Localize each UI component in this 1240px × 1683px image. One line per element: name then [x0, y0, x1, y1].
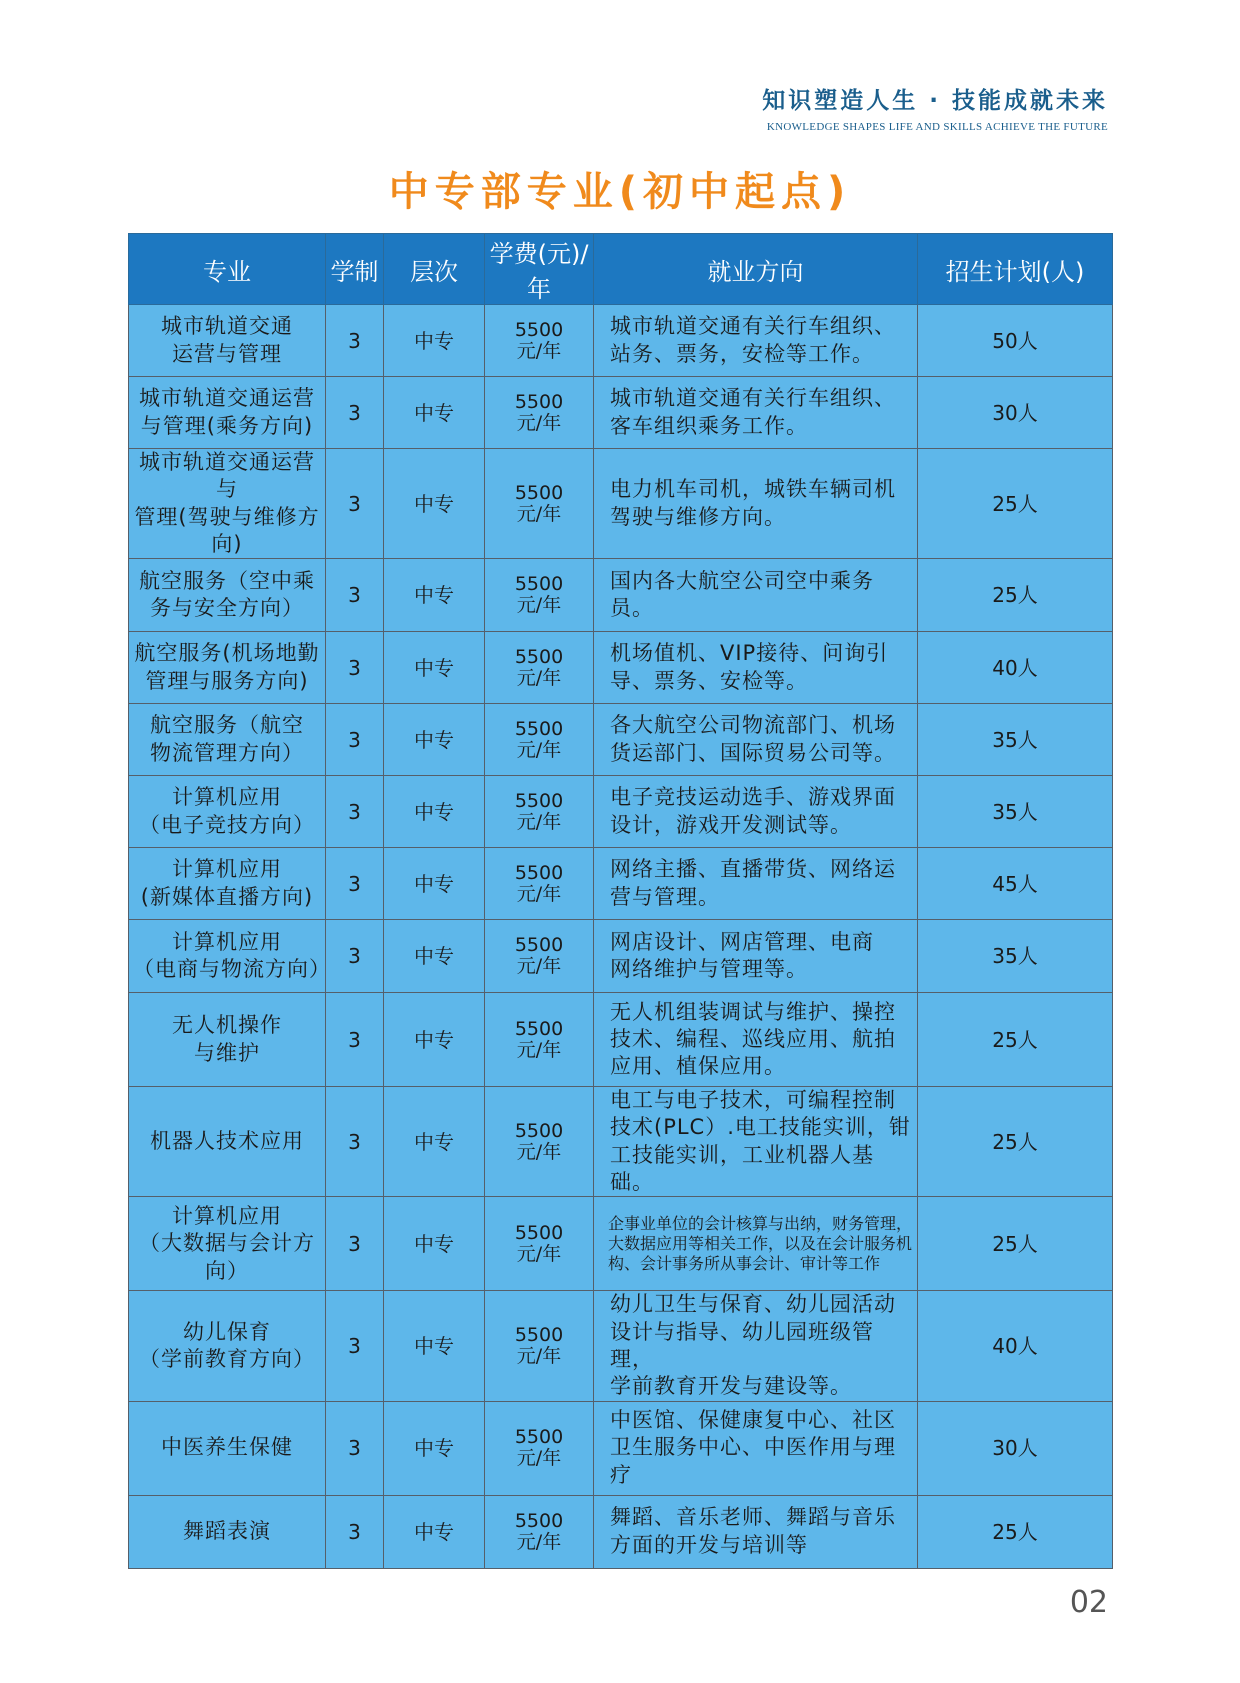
- career-cell: 电工与电子技术，可编程控制 技术(PLC）.电工技能实训，钳 工技能实训，工业机器人基础。: [594, 1087, 918, 1197]
- years-cell: 3: [326, 848, 384, 920]
- career-cell: 网络主播、直播带货、网络运 营与管理。: [594, 848, 918, 920]
- level-cell: 中专: [384, 1495, 485, 1568]
- major-cell: 机器人技术应用: [129, 1087, 326, 1197]
- years-cell: 3: [326, 559, 384, 632]
- career-cell: 国内各大航空公司空中乘务员。: [594, 559, 918, 632]
- plan-cell: 50人: [918, 305, 1113, 377]
- level-cell: 中专: [384, 1087, 485, 1197]
- level-cell: 中专: [384, 848, 485, 920]
- fee-cell: 5500 元/年: [485, 632, 594, 704]
- plan-cell: 40人: [918, 1291, 1113, 1401]
- career-cell: 城市轨道交通有关行车组织、 客车组织乘务工作。: [594, 377, 918, 449]
- career-cell: 网店设计、网店管理、电商 网络维护与管理等。: [594, 920, 918, 993]
- fee-cell: 5500 元/年: [485, 559, 594, 632]
- slogan-english: KNOWLEDGE SHAPES LIFE AND SKILLS ACHIEVE THE FUTURE: [766, 121, 1108, 133]
- slogan-chinese: 知识塑造人生 · 技能成就未来: [762, 88, 1108, 114]
- fee-cell: 5500 元/年: [485, 1495, 594, 1568]
- major-cell: 计算机应用 （电子竞技方向）: [129, 776, 326, 848]
- career-cell: 企事业单位的会计核算与出纳，财务管理， 大数据应用等相关工作，以及在会计服务机 构、会计事务所从事会计、审计等工作: [594, 1197, 918, 1291]
- table-row: [129, 559, 1113, 632]
- major-cell: 幼儿保育 （学前教育方向）: [129, 1291, 326, 1401]
- plan-cell: 30人: [918, 377, 1113, 449]
- plan-cell: 25人: [918, 559, 1113, 632]
- column-header-major: 专业: [129, 234, 326, 305]
- column-header-fee: 学费(元)/年: [485, 234, 594, 305]
- plan-cell: 30人: [918, 1401, 1113, 1495]
- major-cell: 舞蹈表演: [129, 1495, 326, 1568]
- plan-cell: 25人: [918, 1197, 1113, 1291]
- level-cell: 中专: [384, 559, 485, 632]
- slogan: [762, 82, 1108, 133]
- plan-cell: 25人: [918, 1495, 1113, 1568]
- fee-cell: 5500 元/年: [485, 1291, 594, 1401]
- major-cell: 计算机应用 (新媒体直播方向): [129, 848, 326, 920]
- column-header-years: 学制: [326, 234, 384, 305]
- column-header-level: 层次: [384, 234, 485, 305]
- fee-cell: 5500 元/年: [485, 1087, 594, 1197]
- major-cell: 航空服务（航空 物流管理方向）: [129, 704, 326, 776]
- table-row: [129, 848, 1113, 920]
- fee-cell: 5500 元/年: [485, 704, 594, 776]
- table-header-row: [129, 234, 1113, 305]
- career-cell: 城市轨道交通有关行车组织、 站务、票务，安检等工作。: [594, 305, 918, 377]
- years-cell: 3: [326, 377, 384, 449]
- years-cell: 3: [326, 1087, 384, 1197]
- column-header-career: 就业方向: [594, 234, 918, 305]
- column-header-plan: 招生计划(人): [918, 234, 1113, 305]
- years-cell: 3: [326, 1401, 384, 1495]
- career-cell: 机场值机、VIP接待、问询引 导、票务、安检等。: [594, 632, 918, 704]
- plan-cell: 25人: [918, 1087, 1113, 1197]
- plan-cell: 35人: [918, 776, 1113, 848]
- fee-cell: 5500 元/年: [485, 920, 594, 993]
- major-cell: 中医养生保健: [129, 1401, 326, 1495]
- career-cell: 电子竞技运动选手、游戏界面 设计，游戏开发测试等。: [594, 776, 918, 848]
- level-cell: 中专: [384, 1291, 485, 1401]
- major-cell: 无人机操作 与维护: [129, 993, 326, 1087]
- table-row: [129, 920, 1113, 993]
- table-row: [129, 704, 1113, 776]
- major-cell: 计算机应用 （电商与物流方向）: [129, 920, 326, 993]
- major-cell: 航空服务(机场地勤 管理与服务方向): [129, 632, 326, 704]
- plan-cell: 25人: [918, 993, 1113, 1087]
- table-row: [129, 1291, 1113, 1401]
- major-cell: 航空服务（空中乘 务与安全方向）: [129, 559, 326, 632]
- table-row: [129, 993, 1113, 1087]
- years-cell: 3: [326, 632, 384, 704]
- career-cell: 各大航空公司物流部门、机场 货运部门、国际贸易公司等。: [594, 704, 918, 776]
- level-cell: 中专: [384, 1197, 485, 1291]
- level-cell: 中专: [384, 920, 485, 993]
- fee-cell: 5500 元/年: [485, 1401, 594, 1495]
- years-cell: 3: [326, 920, 384, 993]
- table-row: [129, 1401, 1113, 1495]
- table-row: [129, 632, 1113, 704]
- level-cell: 中专: [384, 704, 485, 776]
- years-cell: 3: [326, 305, 384, 377]
- level-cell: 中专: [384, 993, 485, 1087]
- years-cell: 3: [326, 1291, 384, 1401]
- table-row: [129, 449, 1113, 559]
- fee-cell: 5500 元/年: [485, 776, 594, 848]
- table-row: [129, 1087, 1113, 1197]
- level-cell: 中专: [384, 1401, 485, 1495]
- years-cell: 3: [326, 1197, 384, 1291]
- years-cell: 3: [326, 704, 384, 776]
- majors-table: [128, 233, 1113, 1569]
- plan-cell: 35人: [918, 704, 1113, 776]
- table-row: [129, 305, 1113, 377]
- fee-cell: 5500 元/年: [485, 1197, 594, 1291]
- table-row: [129, 377, 1113, 449]
- table-body: [129, 305, 1113, 1569]
- table-row: [129, 1495, 1113, 1568]
- years-cell: 3: [326, 993, 384, 1087]
- level-cell: 中专: [384, 305, 485, 377]
- page-title: 中专部专业(初中起点): [388, 169, 852, 215]
- fee-cell: 5500 元/年: [485, 449, 594, 559]
- plan-cell: 45人: [918, 848, 1113, 920]
- major-cell: 城市轨道交通运营 与管理(乘务方向): [129, 377, 326, 449]
- level-cell: 中专: [384, 449, 485, 559]
- plan-cell: 40人: [918, 632, 1113, 704]
- career-cell: 电力机车司机，城铁车辆司机 驾驶与维修方向。: [594, 449, 918, 559]
- career-cell: 中医馆、保健康复中心、社区 卫生服务中心、中医作用与理 疗: [594, 1401, 918, 1495]
- years-cell: 3: [326, 1495, 384, 1568]
- page-number: 02: [1069, 1585, 1108, 1620]
- level-cell: 中专: [384, 776, 485, 848]
- fee-cell: 5500 元/年: [485, 305, 594, 377]
- years-cell: 3: [326, 776, 384, 848]
- plan-cell: 25人: [918, 449, 1113, 559]
- table-row: [129, 776, 1113, 848]
- level-cell: 中专: [384, 632, 485, 704]
- plan-cell: 35人: [918, 920, 1113, 993]
- career-cell: 无人机组装调试与维护、操控 技术、编程、巡线应用、航拍 应用、植保应用。: [594, 993, 918, 1087]
- fee-cell: 5500 元/年: [485, 377, 594, 449]
- fee-cell: 5500 元/年: [485, 993, 594, 1087]
- career-cell: 幼儿卫生与保育、幼儿园活动 设计与指导、幼儿园班级管理， 学前教育开发与建设等。: [594, 1291, 918, 1401]
- major-cell: 城市轨道交通 运营与管理: [129, 305, 326, 377]
- fee-cell: 5500 元/年: [485, 848, 594, 920]
- career-cell: 舞蹈、音乐老师、舞蹈与音乐 方面的开发与培训等: [594, 1495, 918, 1568]
- major-cell: 计算机应用 （大数据与会计方向）: [129, 1197, 326, 1291]
- table-row: [129, 1197, 1113, 1291]
- level-cell: 中专: [384, 377, 485, 449]
- years-cell: 3: [326, 449, 384, 559]
- major-cell: 城市轨道交通运营与 管理(驾驶与维修方向): [129, 449, 326, 559]
